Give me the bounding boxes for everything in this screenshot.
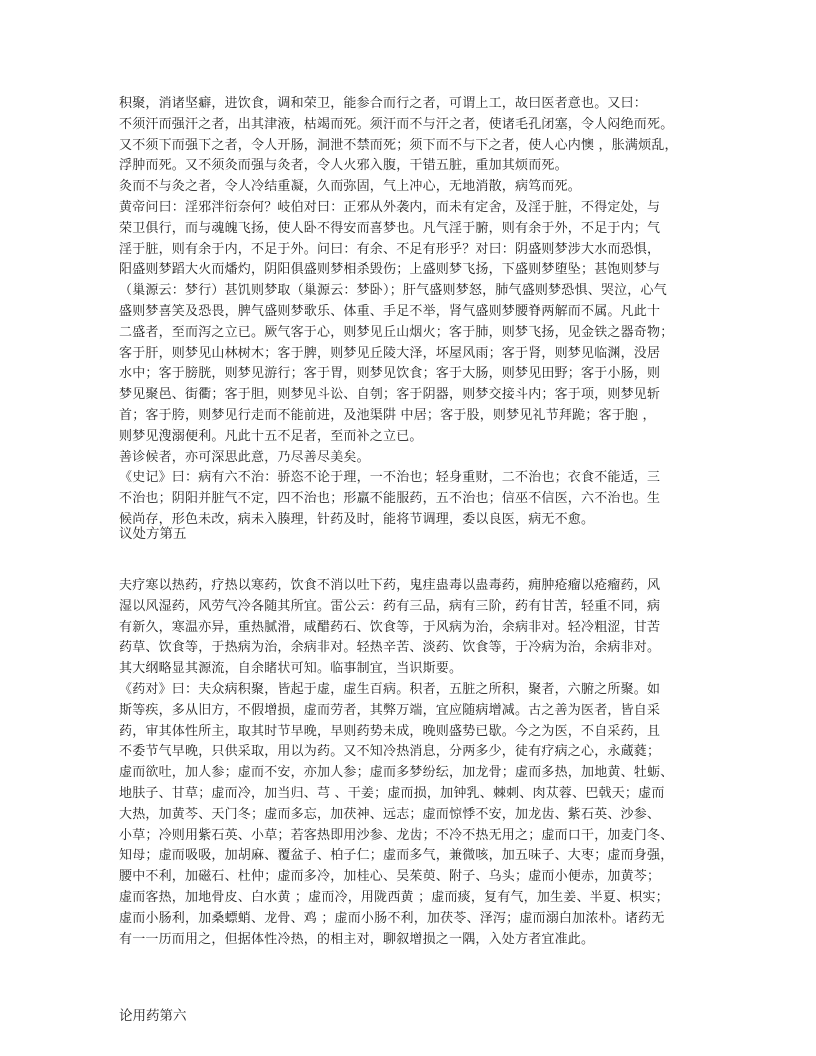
text-line: 首；客于胯，则梦见行走而不能前进，及池渠阱 中居；客于股，则梦见礼节拜跪；客于胞 ，	[119, 407, 656, 423]
text-line: 候尚存，形色未改，病未入腠理，针药及时，能将节调理，委以良医，病无不愈。	[119, 511, 595, 527]
text-line: （巢源云：梦行）甚饥则梦取（巢源云：梦卧）；肝气盛则梦怒，肺气盛则梦恐惧、哭泣，心气	[119, 283, 667, 299]
text-line: 腰中不利，加磁石、杜仲；虚而多冷，加桂心、吴茱萸、附子、乌头；虚而小便赤，加黄芩；	[119, 869, 661, 885]
text-line: 浮肿而死。又不须灸而强与灸者，令人火邪入腹，干错五脏，重加其烦而死。	[119, 158, 568, 174]
heading-lun-yong-yao: 论用药第六	[119, 1008, 187, 1024]
text-line: 《史记》曰：病有六不治：骄恣不论于理，一不治也；轻身重财，二不治也；衣食不能适，三	[119, 470, 661, 486]
text-line: 药，审其体性所主，取其时节早晚，早则药势未成，晚则盛势已歇。今之为医，不自采药，且	[119, 723, 661, 739]
text-line: 地肤子、甘草；虚而冷，加当归、芎 、干姜；虚而损，加钟乳、棘刺、肉苁蓉、巴戟天；虚而	[119, 785, 665, 801]
text-line: 其大纲略显其源流，自余睹状可知。临事制宜，当识斯要。	[119, 661, 463, 677]
text-line: 水中；客于膀胱，则梦见游行；客于胃，则梦见饮食；客于大肠，则梦见田野；客于小肠，则	[119, 366, 661, 382]
text-line: 药草、饮食等，于热病为治，余病非对。轻热辛苦、淡药、饮食等，于冷病为治，余病非对。	[119, 640, 661, 656]
text-line: 阳盛则梦蹈大火而燔灼，阴阳俱盛则梦相杀毁伤；上盛则梦飞扬，下盛则梦堕坠；甚饱则梦与	[119, 262, 661, 278]
text-line: 灸而不与灸之者，令人冷结重凝，久而弥固，气上冲心，无地消散，病笃而死。	[119, 179, 582, 195]
text-line: 虚而欲吐，加人参；虚而不安，亦加人参；虚而多梦纷纭，加龙骨；虚而多热，加地黄、牡蛎、	[119, 765, 674, 781]
text-line: 斯等疾，多从旧方，不假增损，虚而劳者，其弊万端，宜应随病增减。古之善为医者，皆自采	[119, 702, 661, 718]
text-line: 虚而客热，加地骨皮、白水黄 ；虚而冷，用陇西黄 ；虚而痰，复有气，加生姜、半夏、枳实；	[119, 889, 669, 905]
text-line: 有一一历而用之，但据体性冷热，的相主对，聊叙增损之一隅，入处方者宜准此。	[119, 931, 595, 947]
text-line: 夫疗寒以热药，疗热以寒药，饮食不消以吐下药，鬼疰蛊毒以蛊毒药，痈肿疮瘤以疮瘤药，风	[119, 578, 661, 593]
text-line: 湿以风湿药，风劳气冷各随其所宜。雷公云：药有三品，病有三阶，药有甘苦，轻重不同，病	[119, 598, 661, 614]
text-line: 大热，加黄芩、天门冬；虚而多忘，加茯神、远志；虚而惊悸不安，加龙齿、紫石英、沙参、	[119, 806, 661, 822]
section-1-text	[119, 94, 699, 531]
text-line: 善诊候者，亦可深思此意，乃尽善尽美矣。	[119, 449, 370, 465]
heading-yi-chu-fang: 议处方第五	[119, 526, 187, 542]
text-line: 又不须下而强下之者，令人开肠，洞泄不禁而死；须下而不与下之者，使人心内懊 ，胀满烦乱，	[119, 137, 678, 153]
text-line: 客于肝，则梦见山林树木；客于脾，则梦见丘陵大泽，坏屋风雨；客于肾，则梦见临渊，没居	[119, 345, 661, 361]
text-line: 淫于脏，则有余于内，不足于外。问曰：有余、不足有形乎？对曰：阴盛则梦涉大水而恐惧，	[119, 241, 661, 257]
text-line: 有新久，寒温亦异，重热腻滑，咸醋药石、饮食等，于风病为治，余病非对。轻冷粗涩，甘苦	[119, 619, 661, 635]
text-line: 不治也；阴阳并脏气不定，四不治也；形羸不能服药，五不治也；信巫不信医，六不治也。生	[119, 491, 661, 507]
text-line: 知母；虚而吸吸，加胡麻、覆盆子、柏子仁；虚而多气，兼微咳，加五味子、大枣；虚而身强，	[119, 848, 674, 864]
section-2-text	[119, 576, 699, 950]
text-line: 二盛者，至而泻之立已。厥气客于心，则梦见丘山烟火；客于肺，则梦飞扬，见金铁之器奇物；	[119, 324, 674, 340]
text-line: 荣卫俱行，而与魂魄飞扬，使人卧不得安而喜梦也。凡气淫于腑，则有余于外，不足于内；气	[119, 220, 661, 236]
text-line: 《药对》曰：夫众病积聚，皆起于虚，虚生百病。积者，五脏之所积，聚者，六腑之所聚。如	[119, 681, 661, 697]
text-line: 黄帝问曰：淫邪泮衍奈何？岐伯对曰：正邪从外袭内，而未有定舍，及淫于脏，不得定处，与	[119, 199, 661, 215]
text-line: 不须汗而强汗之者，出其津液，枯竭而死。须汗而不与汗之者，使诸毛孔闭塞，令人闷绝而死。	[119, 116, 674, 132]
text-line: 虚而小肠利，加桑螵蛸、龙骨、鸡 ；虚而小肠不利，加茯苓、泽泻；虚而溺白加浓朴。诸药无	[119, 910, 665, 926]
text-line: 不委节气早晚，只供采取，用以为药。又不知冷热消息，分两多少，徒有疗病之心，永蔵蕤；	[119, 744, 661, 760]
text-line: 梦见聚邑、街衢；客于胆，则梦见斗讼、自刳；客于阴器，则梦交接斗内；客于项，则梦见斩	[119, 387, 661, 403]
text-line: 积聚，消诸坚癖，进饮食，调和荣卫，能参合而行之者，可谓上工，故曰医者意也。又曰：	[119, 96, 648, 111]
text-line: 则梦见溲溺便利。凡此十五不足者，至而补之立已。	[119, 428, 423, 444]
text-line: 盛则梦喜笑及恐畏，脾气盛则梦歌乐、体重、手足不举，肾气盛则梦腰脊两解而不属。凡此十	[119, 303, 661, 319]
text-line: 小草；冷则用紫石英、小草；若客热即用沙参、龙齿；不冷不热无用之；虚而口干，加麦门冬、	[119, 827, 674, 843]
